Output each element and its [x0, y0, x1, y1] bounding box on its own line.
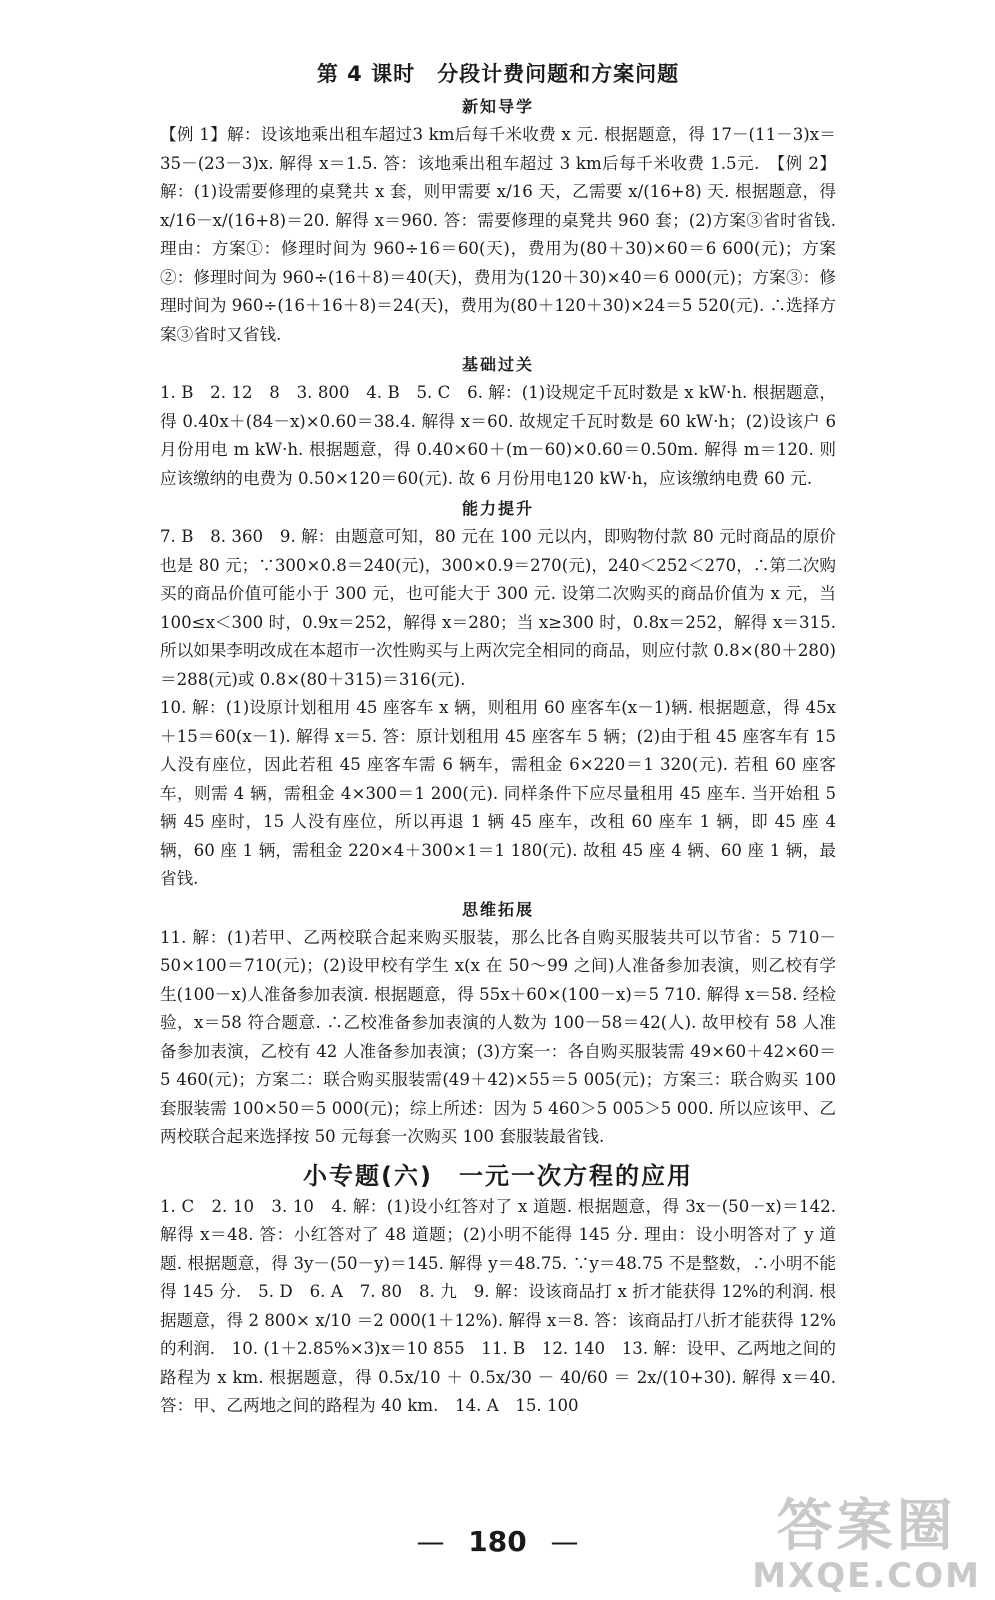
section-basic	[160, 352, 836, 493]
answer-page	[160, 58, 836, 1421]
section-heading: 新知导学	[461, 97, 534, 116]
watermark-chars: 答案圈	[776, 1494, 957, 1559]
page-number: 180	[468, 1525, 527, 1558]
section-thinking	[160, 897, 836, 1152]
watermark-logo	[752, 1496, 981, 1594]
section-heading: 思维拓展	[461, 899, 534, 919]
answer-paragraph: 10. 解：(1)设原计划租用 45 座客车 x 辆，则租用 60 座客车(x－1)辆. 根据题意，得 45x＋15＝60(x－1). 解得 x＝5. 答：原计划租用 45 座客车 5 辆；(2)由于租 45 座客车有 15 人没有座位，因此若租 45 座客车需 6 辆车，需租金 6×220＝1 320(元). 若租 60 座客车，则需 4 辆，需租金 4×300＝1 200(元). 同样条件下应尽量租用 45 座车. 当开始租 5 辆 45 座时，15 人没有座位，所以再退 1 辆 45 座车，改租 60 座车 1 辆，即 45 座 4 辆，60 座 1 辆，需租金 220×4＋300×1＝1 180(元). 故租 45 座 4 辆、60 座 1 辆，最省钱.	[160, 698, 836, 888]
footer-dash-left: —	[416, 1525, 445, 1558]
footer-dash-right: —	[550, 1525, 579, 1558]
answer-paragraph: 1. B 2. 12 8 3. 800 4. B 5. C 6. 解：(1)设规定千瓦时数是 x kW·h. 根据题意，得 0.40x＋(84－x)×0.60＝38.4. 解得 x＝60. 故规定千瓦时数是 60 kW·h；(2)设该户 6 月份用电 m kW·h. 根据题意，得 0.40×60＋(m－60)×0.60＝0.50m. 解得 m＝120. 则应该缴纳的电费为 0.50×120＝60(元). 故 6 月份用电120 kW·h，应该缴纳电费 60 元.	[160, 383, 836, 488]
lesson-title: 第 4 课时 分段计费问题和方案问题	[316, 62, 680, 86]
section-heading: 能力提升	[461, 499, 534, 518]
section-heading: 基础过关	[461, 355, 534, 374]
answer-paragraph: 7. B 8. 360 9. 解：由题意可知，80 元在 100 元以内，即购物付款 80 元时商品的原价也是 80 元；∵300×0.8＝240(元)，300×0.9＝270(元)，240＜252＜270，∴第二次购买的商品价值可能小于 300 元，也可能大于 300 元. 设第二次购买的商品价值为 x 元，当 100≤x＜300 时，0.9x＝252，解得 x＝280；当 x≥300 时，0.8x＝252，解得 x＝315. 所以如果李明改成在本超市一次性购买与上两次完全相同的商品，则应付款 0.8×(80＋280)＝288(元)或 0.8×(80＋315)＝316(元).	[160, 527, 836, 689]
topic-title: 小专题(六) 一元一次方程的应用	[303, 1161, 693, 1190]
section-new-knowledge	[160, 94, 836, 349]
answer-paragraph: 【例 1】解：设该地乘出租车超过3 km后每千米收费 x 元. 根据题意，得 17－(11－3)x＝35－(23－3)x. 解得 x＝1.5. 答：该地乘出租车超过 3 km后每千米收费 1.5元. 【例 2】解：(1)设需要修理的桌凳共 x 套，则甲需要 x/16 天，乙需要 x/(16+8) 天. 根据题意，得 x/16－x/(16+8)＝20. 解得 x＝960. 答：需要修理的桌凳共 960 套；(2)方案③省时省钱. 理由：方案①：修理时间为 960÷16＝60(天)，费用为(80＋30)×60＝6 600(元)；方案②：修理时间为 960÷(16＋8)＝40(天)，费用为(120＋30)×40＝6 000(元)；方案③：修理时间为 960÷(16＋16＋8)＝24(天)，费用为(80＋120＋30)×24＝5 520(元). ∴选择方案③省时又省钱.	[160, 125, 836, 344]
topic-section	[160, 1156, 836, 1421]
answer-paragraph: 1. C 2. 10 3. 10 4. 解：(1)设小红答对了 x 道题. 根据题意，得 3x－(50－x)＝142. 解得 x＝48. 答：小红答对了 48 道题；(2)小明不能得 145 分. 理由：设小明答对了 y 道题. 根据题意，得 3y－(50－y)＝145. 解得 y＝48.75. ∵y＝48.75 不是整数，∴小明不能得 145 分. 5. D 6. A 7. 80 8. 九 9. 解：设该商品打 x 折才能获得 12%的利润. 根据题意，得 2 800× x/10 ＝2 000(1＋12%). 解得 x＝8. 答：该商品打八折才能获得 12%的利润. 10. (1＋2.85%×3)x＝10 855 11. B 12. 140 13. 解：设甲、乙两地之间的路程为 x km. 根据题意，得 0.5x/10 ＋ 0.5x/30 － 40/60 ＝ 2x/(10+30). 解得 x＝40. 答：甲、乙两地之间的路程为 40 km. 14. A 15. 100	[160, 1196, 836, 1415]
section-ability	[160, 496, 836, 894]
watermark-url: MXQE.COM	[752, 1556, 981, 1596]
answer-paragraph: 11. 解：(1)若甲、乙两校联合起来购买服装，那么比各自购买服装共可以节省：5 710－50×100＝710(元)；(2)设甲校有学生 x(x 在 50～99 之间)人准备参加表演，则乙校有学生(100－x)人准备参加表演. 根据题意，得 55x＋60×(100－x)＝5 710. 解得 x＝58. 经检验，x＝58 符合题意. ∴乙校准备参加表演的人数为 100－58＝42(人). 故甲校有 58 人准备参加表演，乙校有 42 人准备参加表演；(3)方案一：各自购买服装需 49×60＋42×60＝5 460(元)；方案二：联合购买服装需(49＋42)×55＝5 005(元)；方案三：联合购买 100 套服装需 100×50＝5 000(元)；综上所述：因为 5 460＞5 005＞5 000. 所以应该甲、乙两校联合起来选择按 50 元每套一次购买 100 套服装最省钱.	[160, 927, 836, 1146]
